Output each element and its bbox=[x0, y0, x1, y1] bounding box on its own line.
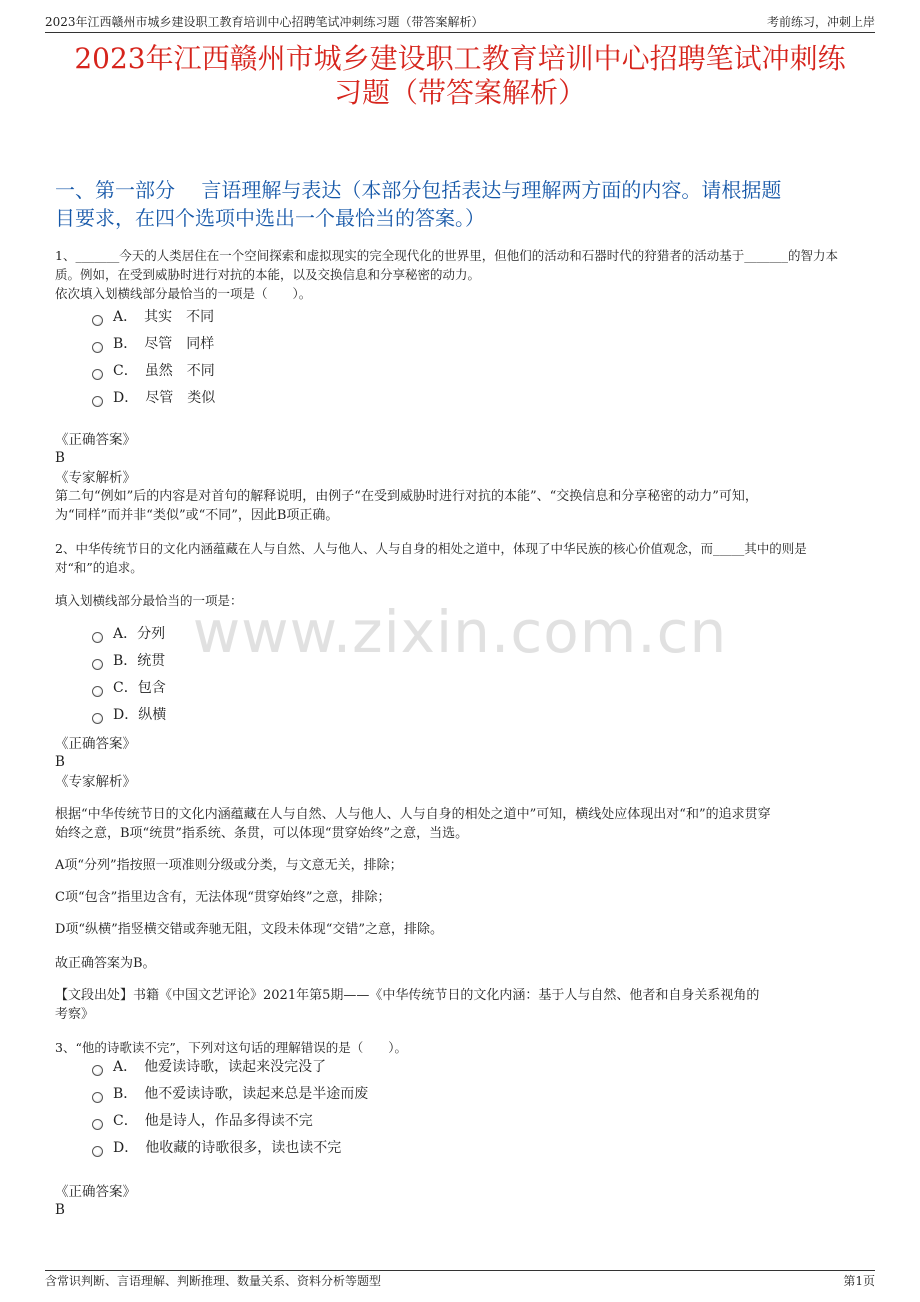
option-label: C． 虽然 不同 bbox=[113, 363, 215, 379]
radio-button-icon[interactable] bbox=[92, 315, 103, 326]
question-2-prompt bbox=[55, 591, 865, 610]
question-1-stem bbox=[55, 246, 865, 303]
question-1-line3: 依次填入划横线部分最恰当的一项是（ ）。 bbox=[55, 286, 312, 301]
question-1-option-a[interactable] bbox=[92, 304, 215, 331]
question-3-options bbox=[92, 1054, 368, 1162]
option-label: A． 他爱读诗歌，读起来没完没了 bbox=[113, 1059, 327, 1075]
question-1-option-b[interactable] bbox=[92, 331, 215, 358]
option-label: A． 其实 不同 bbox=[113, 309, 215, 325]
question-1-option-d[interactable] bbox=[92, 385, 215, 412]
question-3-line1: 3、“他的诗歌读不完”，下列对这句话的理解错误的是（ ）。 bbox=[55, 1040, 407, 1055]
section-title-line1: 一、第一部分 言语理解与表达（本部分包括表达与理解两方面的内容。请根据题 bbox=[55, 178, 782, 202]
question-3-answer: B bbox=[55, 1202, 65, 1218]
question-1-line1: 1、_______今天的人类居住在一个空间探索和虚拟现实的完全现代化的世界里，但他们的活动和石器时代的狩猎者的活动基于_______的智力本 bbox=[55, 248, 838, 263]
question-3-option-d[interactable] bbox=[92, 1135, 368, 1162]
radio-button-icon[interactable] bbox=[92, 1065, 103, 1076]
question-2-stem bbox=[55, 539, 865, 577]
question-2-option-a[interactable] bbox=[92, 621, 166, 648]
question-2-source bbox=[55, 986, 860, 1024]
option-label: B．统贯 bbox=[113, 653, 166, 669]
radio-button-icon[interactable] bbox=[92, 369, 103, 380]
document-title-line2: 习题（带答案解析） bbox=[333, 76, 586, 109]
question-2-analysis-p1-line2: 始终之意，B项“统贯”指系统、条贯，可以体现“贯穿始终”之意，当选。 bbox=[55, 826, 469, 841]
question-3-option-b[interactable] bbox=[92, 1081, 368, 1108]
question-2-option-c[interactable] bbox=[92, 675, 166, 702]
watermark: www.zixin.com.cn bbox=[192, 598, 728, 666]
radio-button-icon[interactable] bbox=[92, 396, 103, 407]
radio-button-icon[interactable] bbox=[92, 1146, 103, 1157]
question-2-analysis-p5: 故正确答案为B。 bbox=[55, 956, 156, 971]
header-right-text: 考前练习，冲刺上岸 bbox=[766, 15, 875, 29]
question-1-analysis-line2: 为“同样”而并非“类似”或“不同”，因此B项正确。 bbox=[55, 508, 339, 523]
option-label: C．包含 bbox=[113, 680, 166, 696]
question-2-analysis-p4: D项“纵横”指竖横交错或奔驰无阻，文段未体现“交错”之意，排除。 bbox=[55, 922, 444, 937]
question-2-line3: 填入划横线部分最恰当的一项是： bbox=[55, 593, 243, 608]
section-title-line2: 目要求，在四个选项中选出一个最恰当的答案。） bbox=[55, 206, 485, 230]
question-2-answer-label: 《正确答案》 bbox=[55, 736, 136, 752]
question-2-analysis-p3: C项“包含”指里边含有，无法体现“贯穿始终”之意，排除； bbox=[55, 890, 391, 905]
question-2-option-b[interactable] bbox=[92, 648, 166, 675]
radio-button-icon[interactable] bbox=[92, 632, 103, 643]
option-label: D． 尽管 类似 bbox=[113, 390, 216, 406]
question-3-answer-label: 《正确答案》 bbox=[55, 1184, 136, 1200]
page-footer bbox=[45, 1270, 875, 1291]
page-header bbox=[45, 12, 875, 33]
header-left-text: 2023年江西赣州市城乡建设职工教育培训中心招聘笔试冲刺练习题（带答案解析） bbox=[45, 15, 484, 29]
option-label: A．分列 bbox=[113, 626, 166, 642]
question-1-options bbox=[92, 304, 215, 412]
question-1-analysis-line1: 第二句“例如”后的内容是对首句的解释说明，由例子“在受到威胁时进行对抗的本能”、“交换信息和分享秘密的动力”可知， bbox=[55, 489, 758, 504]
option-label: D． 他收藏的诗歌很多，读也读不完 bbox=[113, 1140, 342, 1156]
radio-button-icon[interactable] bbox=[92, 713, 103, 724]
question-2-line1: 2、中华传统节日的文化内涵蕴藏在人与自然、人与他人、人与自身的相处之道中，体现了中华民族的核心价值观念，而_____其中的则是 bbox=[55, 541, 807, 556]
document-title-line1: 2023年江西赣州市城乡建设职工教育培训中心招聘笔试冲刺练 bbox=[74, 42, 846, 75]
radio-button-icon[interactable] bbox=[92, 1119, 103, 1130]
document-title bbox=[45, 42, 875, 110]
question-2-answer: B bbox=[55, 754, 65, 770]
radio-button-icon[interactable] bbox=[92, 659, 103, 670]
question-1-line2: 质。例如，在受到威胁时进行对抗的本能，以及交换信息和分享秘密的动力。 bbox=[55, 267, 481, 282]
question-2-analysis-label: 《专家解析》 bbox=[55, 774, 136, 790]
option-label: B． 他不爱读诗歌，读起来总是半途而废 bbox=[113, 1086, 369, 1102]
option-label: B． 尽管 同样 bbox=[113, 336, 215, 352]
radio-button-icon[interactable] bbox=[92, 686, 103, 697]
radio-button-icon[interactable] bbox=[92, 1092, 103, 1103]
question-1-answer: B bbox=[55, 450, 65, 466]
section-title bbox=[55, 176, 865, 232]
question-2-option-d[interactable] bbox=[92, 702, 166, 729]
question-1-answer-label: 《正确答案》 bbox=[55, 432, 136, 448]
question-2-source-line2: 考察》 bbox=[55, 1007, 95, 1022]
footer-left-text: 含常识判断、言语理解、判断推理、数量关系、资料分析等题型 bbox=[45, 1274, 382, 1288]
question-3-option-a[interactable] bbox=[92, 1054, 368, 1081]
question-3-option-c[interactable] bbox=[92, 1108, 368, 1135]
option-label: D．纵横 bbox=[113, 707, 167, 723]
radio-button-icon[interactable] bbox=[92, 342, 103, 353]
question-1-analysis bbox=[55, 487, 860, 525]
question-2-source-line1: 【文段出处】书籍《中国文艺评论》2021年第5期——《中华传统节日的文化内涵：基于人与自然、他者和自身关系视角的 bbox=[55, 988, 760, 1003]
option-label: C． 他是诗人，作品多得读不完 bbox=[113, 1113, 313, 1129]
page-number: 第1页 bbox=[843, 1274, 875, 1288]
question-2-analysis-p2: A项“分列”指按照一项准则分级或分类，与文意无关，排除； bbox=[55, 858, 403, 873]
question-1-analysis-label: 《专家解析》 bbox=[55, 470, 136, 486]
question-2-line2: 对“和”的追求。 bbox=[55, 560, 143, 575]
question-2-analysis-p1 bbox=[55, 805, 860, 843]
question-1-option-c[interactable] bbox=[92, 358, 215, 385]
question-2-analysis-p1-line1: 根据“中华传统节日的文化内涵蕴藏在人与自然、人与他人、人与自身的相处之道中”可知，横线处应体现出对“和”的追求贯穿 bbox=[55, 807, 771, 822]
question-2-options bbox=[92, 621, 166, 729]
